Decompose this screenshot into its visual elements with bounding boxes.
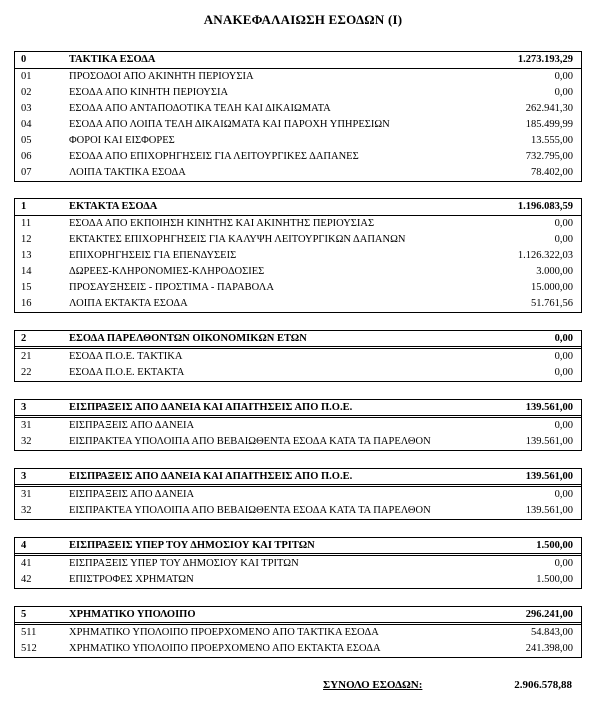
row-label: ΧΡΗΜΑΤΙΚΟ ΥΠΟΛΟΙΠΟ ΠΡΟΕΡΧΟΜΕΝΟ ΑΠΟ ΕΚΤΑΚΤΑ ΕΣΟΔΑ — [69, 643, 381, 654]
row-value: 262.941,30 — [525, 103, 573, 114]
table-row — [15, 117, 581, 133]
row-code: 12 — [21, 234, 32, 245]
section-label: ΕΙΣΠΡΑΞΕΙΣ ΑΠΟ ΔΑΝΕΙΑ ΚΑΙ ΑΠΑΙΤΗΣΕΙΣ ΑΠΟ Π.Ο.Ε. — [69, 402, 353, 413]
section-taktika — [14, 51, 582, 182]
row-code: 16 — [21, 298, 32, 309]
section-code: 1 — [21, 201, 27, 212]
section-header — [15, 199, 581, 216]
row-code: 41 — [21, 558, 32, 569]
section-code: 3 — [21, 402, 27, 413]
section-total: 0,00 — [554, 333, 573, 344]
row-value: 78.402,00 — [531, 167, 573, 178]
table-row — [15, 248, 581, 264]
row-label: ΛΟΙΠΑ ΤΑΚΤΙΚΑ ΕΣΟΔΑ — [69, 167, 186, 178]
table-row — [15, 572, 581, 588]
row-label: ΠΡΟΣΟΔΟΙ ΑΠΟ ΑΚΙΝΗΤΗ ΠΕΡΙΟΥΣΙΑ — [69, 71, 254, 82]
row-code: 02 — [21, 87, 32, 98]
row-value: 1.126.322,03 — [517, 250, 573, 261]
row-value: 3.000,00 — [536, 266, 573, 277]
table-row — [15, 365, 581, 381]
section-label: ΕΙΣΠΡΑΞΕΙΣ ΑΠΟ ΔΑΝΕΙΑ ΚΑΙ ΑΠΑΙΤΗΣΕΙΣ ΑΠΟ Π.Ο.Ε. — [69, 471, 353, 482]
section-dimosio — [14, 537, 582, 589]
row-value: 0,00 — [554, 87, 573, 98]
row-code: 512 — [21, 643, 37, 654]
row-code: 32 — [21, 436, 32, 447]
section-daneia-repeat — [14, 468, 582, 520]
row-value: 15.000,00 — [531, 282, 573, 293]
section-header — [15, 400, 581, 418]
row-label: ΦΟΡΟΙ ΚΑΙ ΕΙΣΦΟΡΕΣ — [69, 135, 175, 146]
row-value: 0,00 — [554, 367, 573, 378]
table-row — [15, 232, 581, 248]
row-label: ΧΡΗΜΑΤΙΚΟ ΥΠΟΛΟΙΠΟ ΠΡΟΕΡΧΟΜΕΝΟ ΑΠΟ ΤΑΚΤΙΚΑ ΕΣΟΔΑ — [69, 627, 379, 638]
row-code: 06 — [21, 151, 32, 162]
table-row — [15, 625, 581, 641]
row-value: 0,00 — [554, 558, 573, 569]
section-total: 139.561,00 — [525, 402, 573, 413]
section-header — [15, 469, 581, 487]
section-xrimatiko — [14, 606, 582, 658]
row-label: ΕΣΟΔΑ ΑΠΟ ΛΟΙΠΑ ΤΕΛΗ ΔΙΚΑΙΩΜΑΤΑ ΚΑΙ ΠΑΡΟΧΗ ΥΠΗΡΕΣΙΩΝ — [69, 119, 390, 130]
row-value: 139.561,00 — [525, 436, 573, 447]
row-label: ΕΣΟΔΑ ΑΠΟ ΚΙΝΗΤΗ ΠΕΡΙΟΥΣΙΑ — [69, 87, 229, 98]
row-value: 732.795,00 — [525, 151, 573, 162]
page-title: ΑΝΑΚΕΦΑΛΑΙΩΣΗ ΕΣΟΔΩΝ (Ι) — [203, 12, 403, 27]
row-code: 07 — [21, 167, 32, 178]
row-label: ΕΙΣΠΡΑΞΕΙΣ ΑΠΟ ΔΑΝΕΙΑ — [69, 420, 195, 431]
section-header — [15, 607, 581, 625]
row-code: 32 — [21, 505, 32, 516]
section-header — [15, 331, 581, 349]
row-value: 0,00 — [554, 351, 573, 362]
table-row — [15, 264, 581, 280]
row-label: ΕΣΟΔΑ ΑΠΟ ΕΠΙΧΟΡΗΓΗΣΕΙΣ ΓΙΑ ΛΕΙΤΟΥΡΓΙΚΕΣ ΔΑΠΑΝΕΣ — [69, 151, 359, 162]
table-row — [15, 149, 581, 165]
row-code: 31 — [21, 489, 32, 500]
row-value: 0,00 — [554, 234, 573, 245]
table-row — [15, 101, 581, 117]
row-code: 22 — [21, 367, 32, 378]
section-daneia — [14, 399, 582, 451]
table-row — [15, 418, 581, 434]
grand-total-label: ΣΥΝΟΛΟ ΕΣΟΔΩΝ: — [323, 679, 423, 691]
section-label: ΕΣΟΔΑ ΠΑΡΕΛΘΟΝΤΩΝ ΟΙΚΟΝΟΜΙΚΩΝ ΕΤΩΝ — [69, 333, 307, 344]
section-total: 1.196.083,59 — [517, 201, 573, 212]
section-code: 3 — [21, 471, 27, 482]
row-label: ΕΣΟΔΑ ΑΠΟ ΑΝΤΑΠΟΔΟΤΙΚΑ ΤΕΛΗ ΚΑΙ ΔΙΚΑΙΩΜΑΤΑ — [69, 103, 331, 114]
row-code: 11 — [21, 218, 32, 229]
section-label: ΤΑΚΤΙΚΑ ΕΣΟΔΑ — [69, 54, 156, 65]
section-ektakta — [14, 198, 582, 313]
section-poe — [14, 330, 582, 382]
row-label: ΕΚΤΑΚΤΕΣ ΕΠΙΧΟΡΗΓΗΣΕΙΣ ΓΙΑ ΚΑΛΥΨΗ ΛΕΙΤΟΥΡΓΙΚΩΝ ΔΑΠΑΝΩΝ — [69, 234, 406, 245]
table-row — [15, 216, 581, 232]
table-row — [15, 641, 581, 657]
section-code: 0 — [21, 54, 27, 65]
section-total: 1.500,00 — [536, 540, 573, 551]
table-row — [15, 503, 581, 519]
row-value: 54.843,00 — [531, 627, 573, 638]
row-code: 13 — [21, 250, 32, 261]
grand-total — [300, 679, 580, 695]
section-header — [15, 538, 581, 556]
row-label: ΠΡΟΣΑΥΞΗΣΕΙΣ - ΠΡΟΣΤΙΜΑ - ΠΑΡΑΒΟΛΑ — [69, 282, 274, 293]
row-label: ΕΙΣΠΡΑΚΤΕΑ ΥΠΟΛΟΙΠΑ ΑΠΟ ΒΕΒΑΙΩΘΕΝΤΑ ΕΣΟΔΑ ΚΑΤΑ ΤΑ ΠΑΡΕΛΘΟΝ — [69, 505, 431, 516]
row-code: 31 — [21, 420, 32, 431]
row-value: 241.398,00 — [525, 643, 573, 654]
row-label: ΕΠΙΣΤΡΟΦΕΣ ΧΡΗΜΑΤΩΝ — [69, 574, 194, 585]
section-code: 5 — [21, 609, 27, 620]
table-row — [15, 69, 581, 85]
table-row — [15, 165, 581, 181]
row-label: ΕΣΟΔΑ ΑΠΟ ΕΚΠΟΙΗΣΗ ΚΙΝΗΤΗΣ ΚΑΙ ΑΚΙΝΗΤΗΣ ΠΕΡΙΟΥΣΙΑΣ — [69, 218, 375, 229]
table-row — [15, 349, 581, 365]
row-value: 185.499,99 — [525, 119, 573, 130]
row-value: 1.500,00 — [536, 574, 573, 585]
row-value: 13.555,00 — [531, 135, 573, 146]
row-label: ΕΙΣΠΡΑΞΕΙΣ ΥΠΕΡ ΤΟΥ ΔΗΜΟΣΙΟΥ ΚΑΙ ΤΡΙΤΩΝ — [69, 558, 299, 569]
row-code: 511 — [21, 627, 37, 638]
table-row — [15, 85, 581, 101]
row-code: 14 — [21, 266, 32, 277]
row-label: ΕΙΣΠΡΑΞΕΙΣ ΑΠΟ ΔΑΝΕΙΑ — [69, 489, 195, 500]
table-row — [15, 296, 581, 312]
row-label: ΕΙΣΠΡΑΚΤΕΑ ΥΠΟΛΟΙΠΑ ΑΠΟ ΒΕΒΑΙΩΘΕΝΤΑ ΕΣΟΔΑ ΚΑΤΑ ΤΑ ΠΑΡΕΛΘΟΝ — [69, 436, 431, 447]
table-row — [15, 133, 581, 149]
row-value: 139.561,00 — [525, 505, 573, 516]
table-row — [15, 434, 581, 450]
row-value: 0,00 — [554, 420, 573, 431]
row-label: ΔΩΡΕΕΣ-ΚΛΗΡΟΝΟΜΙΕΣ-ΚΛΗΡΟΔΟΣΙΕΣ — [69, 266, 265, 277]
table-row — [15, 280, 581, 296]
row-code: 05 — [21, 135, 32, 146]
section-code: 4 — [21, 540, 27, 551]
row-label: ΕΣΟΔΑ Π.Ο.Ε. ΤΑΚΤΙΚΑ — [69, 351, 183, 362]
row-code: 01 — [21, 71, 32, 82]
row-value: 0,00 — [554, 71, 573, 82]
row-value: 0,00 — [554, 218, 573, 229]
section-total: 296.241,00 — [525, 609, 573, 620]
grand-total-value: 2.906.578,88 — [514, 679, 572, 691]
table-row — [15, 487, 581, 503]
row-label: ΕΠΙΧΟΡΗΓΗΣΕΙΣ ΓΙΑ ΕΠΕΝΔΥΣΕΙΣ — [69, 250, 237, 261]
section-label: ΕΚΤΑΚΤΑ ΕΣΟΔΑ — [69, 201, 158, 212]
row-code: 42 — [21, 574, 32, 585]
row-code: 21 — [21, 351, 32, 362]
row-label: ΛΟΙΠΑ ΕΚΤΑΚΤΑ ΕΣΟΔΑ — [69, 298, 188, 309]
row-code: 04 — [21, 119, 32, 130]
section-code: 2 — [21, 333, 27, 344]
row-value: 0,00 — [554, 489, 573, 500]
row-value: 51.761,56 — [531, 298, 573, 309]
section-label: ΕΙΣΠΡΑΞΕΙΣ ΥΠΕΡ ΤΟΥ ΔΗΜΟΣΙΟΥ ΚΑΙ ΤΡΙΤΩΝ — [69, 540, 315, 551]
row-code: 03 — [21, 103, 32, 114]
row-code: 15 — [21, 282, 32, 293]
section-total: 1.273.193,29 — [517, 54, 573, 65]
row-label: ΕΣΟΔΑ Π.Ο.Ε. ΕΚΤΑΚΤΑ — [69, 367, 185, 378]
section-label: ΧΡΗΜΑΤΙΚΟ ΥΠΟΛΟΙΠΟ — [69, 609, 196, 620]
section-header — [15, 52, 581, 69]
table-row — [15, 556, 581, 572]
section-total: 139.561,00 — [525, 471, 573, 482]
